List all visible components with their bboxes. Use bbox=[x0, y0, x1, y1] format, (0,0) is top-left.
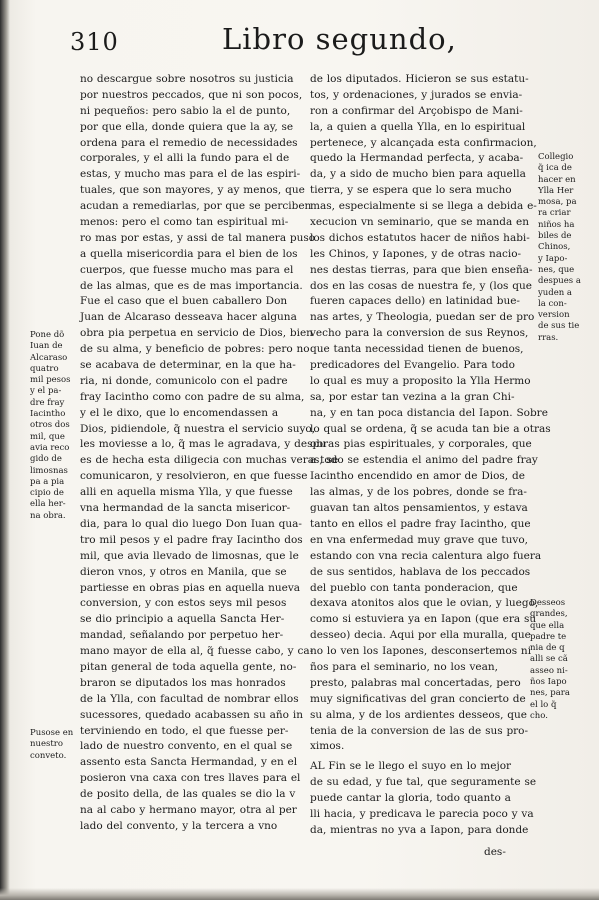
margin-note-line: mil, que bbox=[30, 431, 65, 442]
margin-note-left-bottom bbox=[30, 728, 80, 762]
text-line: de los diputados. Hicieron se sus estatu- bbox=[310, 73, 529, 85]
text-line: se dio principio a aquella Sancta Her- bbox=[80, 613, 285, 626]
text-line: como si estuviera ya en Iapon (que era su bbox=[310, 613, 537, 626]
text-line: obra pia perpetua en servicio de Dios, bien bbox=[80, 327, 313, 340]
margin-note-line: yuden a bbox=[538, 287, 572, 298]
margin-note-line: mil pesos bbox=[30, 375, 71, 386]
text-line: nes destas tierras, para que bien enseña- bbox=[310, 263, 533, 276]
margin-note-line: asseo ni- bbox=[530, 665, 568, 676]
text-line: acudan a remediarlas, por que se perciben bbox=[80, 200, 312, 213]
text-line: tuales, que son mayores, y ay menos, que bbox=[80, 184, 305, 197]
text-line: assento esta Sancta Hermandad, y en el bbox=[80, 756, 298, 769]
margin-note-line: Desseos bbox=[530, 598, 566, 608]
margin-note-line: na obra. bbox=[30, 510, 66, 521]
text-line: de la Ylla, con facultad de nombrar ellos bbox=[80, 692, 299, 705]
text-line: sa, por estar tan vezina a la gran Chi- bbox=[310, 390, 515, 403]
margin-note-line: niños ha bbox=[538, 219, 575, 230]
text-line: lado de nuestro convento, en el qual se bbox=[80, 740, 293, 753]
text-line: tierra, y se espera que lo sera mucho bbox=[310, 184, 512, 197]
text-line: ro mas por estas, y assi de tal manera puso bbox=[80, 231, 316, 244]
margin-note-line: Iuan de bbox=[30, 341, 63, 352]
margin-note-line: nes, para bbox=[530, 688, 570, 699]
margin-note-line: y Iapo- bbox=[538, 253, 568, 264]
text-line: pitan general de toda aquella gente, no- bbox=[80, 660, 297, 673]
margin-note-line: pa a pia bbox=[30, 476, 65, 487]
text-line: en vna enfermedad muy grave que tuvo, bbox=[310, 533, 528, 546]
text-line: posieron vna caxa con tres llaves para el bbox=[80, 772, 301, 785]
margin-note-line: Alcaraso bbox=[30, 352, 68, 363]
margin-note-line: la con- bbox=[538, 298, 567, 309]
text-line: dieron vnos, y otros en Manila, que se bbox=[80, 565, 287, 578]
text-line: Iacintho encendido en amor de Dios, de bbox=[310, 470, 525, 483]
margin-note-line: q̃ ica de bbox=[538, 163, 572, 174]
text-line: dia, para lo qual dio luego Don Iuan qua- bbox=[80, 517, 302, 530]
text-line: partiesse en obras pias en aquella nueva bbox=[80, 581, 301, 594]
text-line: da, y a sido de mucho bien para aquella bbox=[310, 168, 526, 181]
margin-note-line: Pusose en bbox=[30, 728, 74, 738]
margin-note-left-top bbox=[30, 330, 80, 522]
margin-note-line: nia de q bbox=[530, 643, 565, 654]
text-line: da, mientras no yva a Iapon, para donde bbox=[310, 823, 529, 836]
text-line: pertenece, y alcançada esta confirmacion, bbox=[310, 136, 537, 149]
margin-note-line: Chinos, bbox=[538, 242, 571, 253]
margin-note-line: quatro bbox=[30, 363, 59, 374]
text-line: mandad, señalando por perpetuo her- bbox=[80, 629, 284, 642]
text-line: Juan de Alcaraso desseava hacer alguna bbox=[80, 311, 297, 324]
text-line: guavan tan altos pensamientos, y estava bbox=[310, 502, 528, 515]
text-line: predicadores del Evangelio. Para todo bbox=[310, 359, 515, 372]
text-line: la, a quien a quella Ylla, en lo espiritual bbox=[310, 120, 526, 133]
margin-note-line: Ylla Her bbox=[538, 185, 574, 196]
text-line: Dios, pidiendole, q̃ nuestra el servicio suyo, bbox=[80, 422, 316, 435]
text-line: cuerpos, que fuesse mucho mas para el bbox=[80, 263, 294, 276]
text-line: puede cantar la gloria, todo quanto a bbox=[310, 792, 511, 805]
text-line: las almas, y de los pobres, donde se fra- bbox=[310, 486, 527, 499]
text-line: ximos. bbox=[310, 740, 345, 753]
margin-note-right-top bbox=[538, 152, 598, 344]
text-line: de sus sentidos, hablava de los peccados bbox=[310, 565, 531, 578]
catchword: des- bbox=[484, 846, 506, 858]
text-line: de su edad, y fue tal, que seguramente se bbox=[310, 776, 537, 789]
text-line: dos en las cosas de nuestra fe, y (los que bbox=[310, 279, 532, 292]
text-line: mil, que avia llevado de limosnas, que le bbox=[80, 549, 299, 562]
text-line: mano mayor de ella al, q̃ fuesse cabo, y ca- bbox=[80, 645, 314, 658]
text-line: ria, ni donde, comunicolo con el padre bbox=[80, 374, 288, 387]
margin-note-line: rras. bbox=[538, 332, 559, 343]
margin-note-line: Pone dõ bbox=[30, 330, 65, 340]
margin-note-line: y el pa- bbox=[30, 386, 62, 397]
text-line: lli hacia, y predicava le parecia poco y va bbox=[310, 807, 534, 820]
text-line: sucessores, quedado acabassen su año in bbox=[80, 708, 303, 721]
margin-note-line: version bbox=[538, 310, 570, 321]
text-line: tro mil pesos y el padre fray Iacintho dos bbox=[80, 533, 303, 546]
text-line: y el le dixo, que lo encomendassen a bbox=[80, 406, 279, 419]
text-line: de las almas, que es de mas importancia. bbox=[80, 279, 303, 292]
margin-note-line: padre te bbox=[530, 631, 567, 642]
margin-note-line: ella her- bbox=[30, 499, 66, 510]
margin-note-line: que ella bbox=[530, 620, 565, 631]
text-line: lado del convento, y la tercera a vno bbox=[80, 819, 278, 832]
text-line: a quella misericordia para el bien de los bbox=[80, 247, 298, 260]
page-bottom-edge bbox=[0, 888, 599, 900]
text-line: fueren capaces dello) en latinidad bue- bbox=[310, 295, 520, 308]
text-line: corporales, y el alli la fundo para el de bbox=[80, 152, 290, 165]
text-line: su alma, y de los ardientes desseos, que bbox=[310, 708, 527, 721]
text-line: se acabava de determinar, en la que ha- bbox=[80, 359, 296, 372]
margin-note-line: ra criar bbox=[538, 208, 571, 219]
text-line: muy significativas del gran concierto de bbox=[310, 692, 526, 705]
text-line: del pueblo con tanta ponderacion, que bbox=[310, 581, 518, 594]
text-line: na, y en tan poca distancia del Iapon. Sobre bbox=[310, 406, 548, 419]
margin-note-line: limosnas bbox=[30, 465, 68, 476]
margin-note-line: el lo q̃ bbox=[530, 699, 557, 710]
text-line: fray Iacintho como con padre de su alma, bbox=[80, 390, 305, 403]
text-line: mas, especialmente si se llega a debida e- bbox=[310, 200, 537, 213]
margin-note-line: hacer en bbox=[538, 174, 576, 185]
text-line: xecucion vn seminario, que se manda en bbox=[310, 216, 530, 229]
text-line: tos, y ordenaciones, y jurados se envia- bbox=[310, 88, 523, 101]
text-line: les Chinos, y Iapones, y de otras nacio- bbox=[310, 247, 522, 260]
text-line: por que ella, donde quiera que la ay, se bbox=[80, 120, 294, 133]
margin-note-line: de sus tie bbox=[538, 321, 580, 332]
margin-note-line: avia reco bbox=[30, 442, 70, 453]
page-number: 310 bbox=[70, 28, 119, 56]
margin-note-line: otros dos bbox=[30, 420, 70, 431]
margin-note-line: biles de bbox=[538, 231, 572, 242]
text-line: no descargue sobre nosotros su justicia bbox=[80, 73, 294, 85]
text-line: lo qual se ordena, q̃ se acuda tan bie a otras bbox=[310, 422, 551, 435]
text-line: tanto en ellos el padre fray Iacintho, que bbox=[310, 517, 531, 530]
text-line: estando con vna recia calentura algo fuera bbox=[310, 549, 542, 562]
text-line: quedo la Hermandad perfecta, y acaba- bbox=[310, 152, 524, 165]
margin-note-line: conveto. bbox=[30, 750, 67, 761]
text-line: ni pequeños: pero sabio la el de punto, bbox=[80, 104, 291, 117]
margin-note-line: Collegio bbox=[538, 152, 574, 162]
margin-note-line: dre fray bbox=[30, 397, 65, 408]
text-line: Fue el caso que el buen caballero Don bbox=[80, 295, 288, 308]
text-line: alli en aquella misma Ylla, y que fuesse bbox=[80, 486, 293, 499]
text-line: por nuestros peccados, que ni son pocos, bbox=[80, 88, 303, 101]
text-line: conversion, y con estos seys mil pesos bbox=[80, 597, 287, 610]
margin-note-line: cho. bbox=[530, 710, 548, 721]
text-line: a todo se estendia el animo del padre fray bbox=[310, 454, 538, 467]
text-line: vecho para la conversion de sus Reynos, bbox=[310, 327, 529, 340]
margin-note-line: nes, que bbox=[538, 264, 575, 275]
text-line: que tanta necessidad tienen de buenos, bbox=[310, 343, 524, 356]
text-line: es de hecha esta diligecia con muchas veras, se bbox=[80, 454, 339, 467]
text-line: de posito della, de las quales se dio la v bbox=[80, 788, 296, 801]
text-line: na al cabo y hermano mayor, otra al per bbox=[80, 803, 297, 816]
text-line: lo qual es muy a proposito la Ylla Hermo bbox=[310, 374, 531, 387]
text-line: estas, y mucho mas para el de las espiri- bbox=[80, 168, 301, 181]
margin-note-line: ños Iapo bbox=[530, 677, 567, 688]
margin-note-line: alli se cã bbox=[530, 654, 568, 665]
text-line: vna hermandad de la sancta misericor- bbox=[80, 502, 291, 515]
text-line: les moviesse a lo, q̃ mas le agradava, y despu bbox=[80, 438, 326, 451]
text-line: AL Fin se le llego el suyo en lo mejor bbox=[310, 760, 512, 773]
text-line: menos: pero el como tan espiritual mi- bbox=[80, 216, 289, 229]
text-line: dexava atonitos alos que le ovian, y luego, bbox=[310, 597, 539, 610]
margin-note-line: nuestro bbox=[30, 739, 63, 750]
text-line: desseo) decia. Aqui por ella muralla, que bbox=[310, 629, 531, 642]
text-line: terviniendo en todo, el que fuesse per- bbox=[80, 724, 289, 737]
margin-note-line: Iacintho bbox=[30, 409, 66, 420]
text-line: tenia de la conversion de las de sus pro- bbox=[310, 724, 529, 737]
text-line: comunicaron, y resolvieron, en que fuesse bbox=[80, 470, 308, 483]
text-line: los dichos estatutos hacer de niños habi- bbox=[310, 231, 530, 244]
margin-note-line: despues a bbox=[538, 276, 581, 287]
text-line: ños para el seminario, no los vean, bbox=[310, 660, 498, 673]
text-line: obras pias espirituales, y corporales, que bbox=[310, 438, 532, 451]
text-line: ordena para el remedio de necessidades bbox=[80, 136, 298, 149]
margin-note-line: gido de bbox=[30, 454, 62, 465]
text-line: ron a confirmar del Arçobispo de Mani- bbox=[310, 104, 523, 117]
margin-note-line: cipio de bbox=[30, 488, 64, 499]
text-line: de su alma, y beneficio de pobres: pero no bbox=[80, 343, 310, 356]
text-line: no lo ven los Iapones, desconsertemos ni bbox=[310, 645, 532, 658]
text-line: presto, palabras mal concertadas, pero bbox=[310, 676, 521, 689]
running-head: Libro segundo, bbox=[222, 22, 457, 56]
text-line: nas artes, y Theologia, puedan ser de pro bbox=[310, 311, 535, 324]
page-left-edge bbox=[0, 0, 10, 900]
margin-note-line: grandes, bbox=[530, 609, 568, 620]
margin-note-line: mosa, pa bbox=[538, 197, 577, 208]
text-line: braron se diputados los mas honrados bbox=[80, 676, 286, 689]
margin-note-right-bottom bbox=[530, 598, 596, 722]
